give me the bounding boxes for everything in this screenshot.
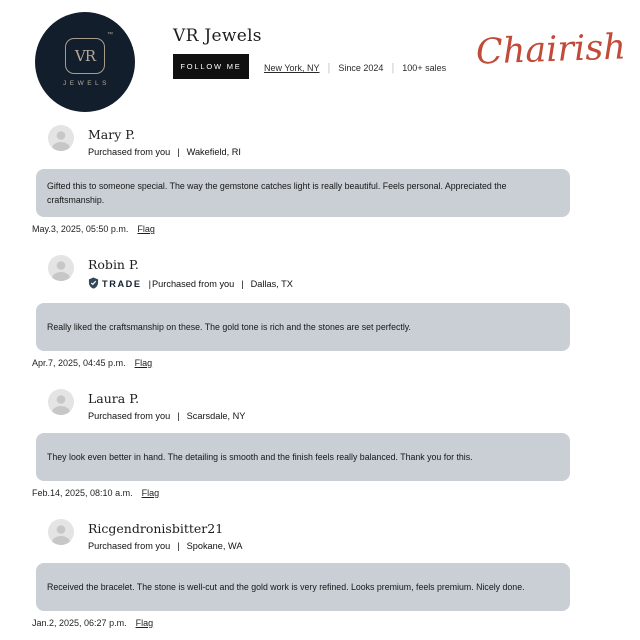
user-avatar-icon	[48, 255, 74, 281]
review-text: They look even better in hand. The detailing is smooth and the finish feels really balanced. Thank you for this.	[47, 451, 473, 462]
store-meta-line	[264, 62, 446, 74]
review-date: May.3, 2025, 05:50 p.m.	[32, 224, 129, 234]
seller-header	[0, 0, 640, 113]
review-header	[48, 255, 640, 291]
meta-divider: |	[391, 62, 395, 74]
follow-me-button[interactable]: FOLLOW ME	[173, 54, 249, 79]
purchase-label: Purchased from you	[88, 411, 171, 421]
review-bubble	[36, 303, 570, 351]
reviewer-identity	[88, 519, 242, 551]
review-date: Feb.14, 2025, 08:10 a.m.	[32, 488, 133, 498]
chairish-logo[interactable]: Chairish	[475, 27, 627, 73]
reviewer-location: Scarsdale, NY	[186, 411, 246, 421]
review-bubble	[36, 169, 570, 217]
flag-link[interactable]: Flag	[137, 224, 155, 234]
user-avatar-icon	[48, 519, 74, 545]
reviewer-identity	[88, 255, 293, 291]
reviewer-location: Spokane, WA	[186, 541, 243, 551]
review-item	[0, 389, 640, 498]
reviewer-identity	[88, 125, 241, 157]
store-location-link[interactable]: New York, NY	[264, 63, 320, 73]
store-logo	[35, 12, 135, 112]
trade-badge	[88, 277, 142, 291]
store-logo-wordmark: JEWELS	[62, 79, 110, 87]
review-item	[0, 519, 640, 628]
subline-divider: |	[177, 411, 180, 421]
flag-link[interactable]: Flag	[134, 358, 153, 368]
reviewer-name: Ricgendronisbitter21	[88, 521, 224, 536]
reviewer-name: Laura P.	[88, 391, 140, 406]
reviewer-subline	[88, 541, 242, 551]
reviewer-location: Wakefield, RI	[186, 147, 241, 157]
review-item	[0, 255, 640, 368]
flag-link[interactable]: Flag	[135, 618, 154, 628]
review-text: Really liked the craftsmanship on these. The gold tone is rich and the stones are set perfectly.	[47, 321, 411, 332]
subline-divider: |	[177, 541, 180, 551]
reviewer-name: Robin P.	[88, 257, 139, 272]
trade-label: TRADE	[102, 279, 142, 289]
store-sales-count: 100+ sales	[402, 63, 447, 73]
review-header	[48, 389, 640, 421]
reviewer-name: Mary P.	[88, 127, 136, 142]
review-footer	[32, 618, 640, 628]
store-logo-frame	[65, 31, 113, 74]
reviews-list	[0, 113, 640, 628]
review-item	[0, 125, 640, 234]
review-header	[48, 125, 640, 157]
trademark-symbol: ™	[107, 31, 113, 38]
reviewer-subline	[88, 277, 293, 291]
store-name: VR Jewels	[173, 26, 262, 46]
subline-divider: |	[177, 147, 180, 157]
user-avatar-icon	[48, 389, 74, 415]
reviewer-subline	[88, 411, 245, 421]
subline-divider: |	[148, 279, 152, 289]
reviewer-identity	[88, 389, 245, 421]
review-date: Jan.2, 2025, 06:27 p.m.	[32, 618, 127, 628]
review-bubble	[36, 433, 570, 481]
user-avatar-icon	[48, 125, 74, 151]
flag-link[interactable]: Flag	[141, 488, 160, 498]
review-date: Apr.7, 2025, 04:45 p.m.	[32, 358, 126, 368]
reviewer-location: Dallas, TX	[250, 279, 293, 289]
review-footer	[32, 224, 640, 234]
review-bubble	[36, 563, 570, 611]
meta-divider: |	[327, 62, 331, 74]
reviewer-subline	[88, 147, 241, 157]
review-text: Gifted this to someone special. The way the gemstone catches light is really beautiful. Feels personal. Appreciated the craftsmanship.	[47, 180, 507, 205]
purchase-label: Purchased from you	[88, 147, 171, 157]
purchase-label: Purchased from you	[88, 541, 171, 551]
review-footer	[32, 488, 640, 498]
purchase-label: Purchased from you	[152, 279, 235, 289]
review-footer	[32, 358, 640, 368]
store-since: Since 2024	[338, 63, 384, 73]
trade-shield-icon	[88, 277, 99, 291]
review-text: Received the bracelet. The stone is well-cut and the gold work is very refined. Looks premium, feels premium. Nicely done.	[47, 581, 525, 592]
review-header	[48, 519, 640, 551]
store-logo-monogram: VR	[74, 46, 96, 65]
subline-divider: |	[241, 279, 244, 289]
